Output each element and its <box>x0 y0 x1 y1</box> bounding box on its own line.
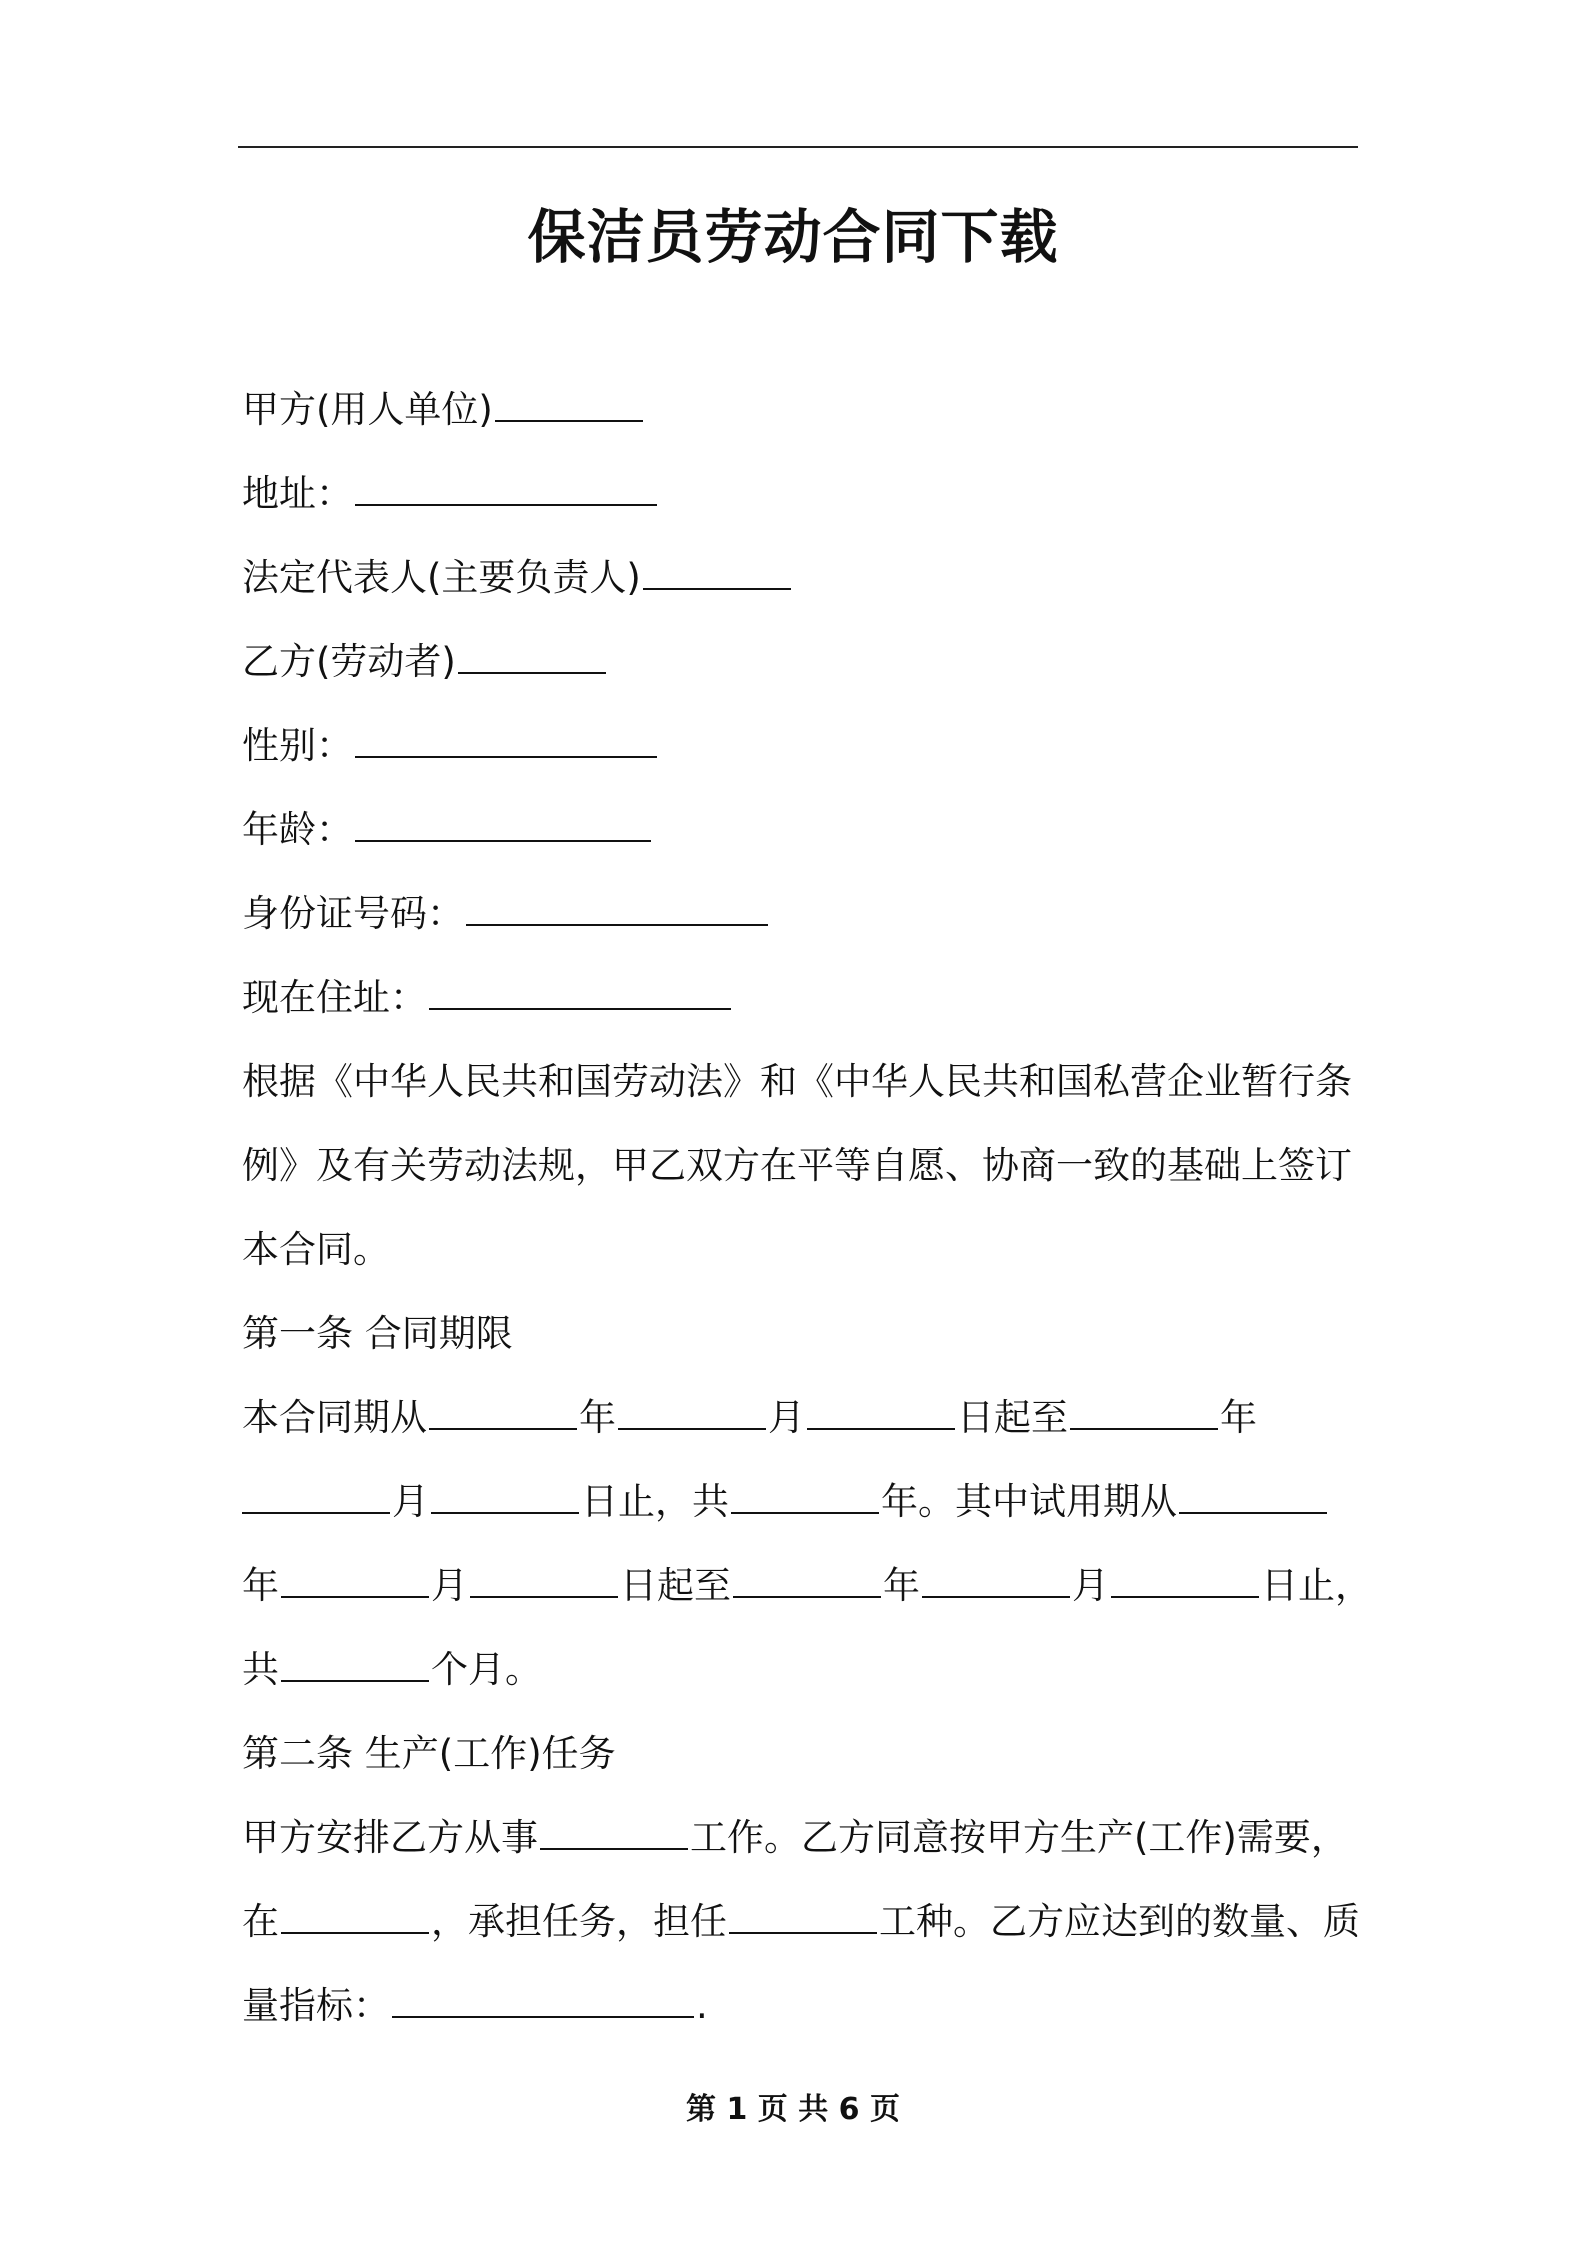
trial-start-day-blank[interactable] <box>470 1566 618 1598</box>
text: 日起至 <box>957 1396 1068 1439</box>
intro-line-2: 例》及有关劳动法规，甲乙双方在平等自愿、协商一致的基础上签订 <box>242 1144 1352 1187</box>
total-years-blank[interactable] <box>731 1482 879 1514</box>
trial-months-blank[interactable] <box>281 1650 429 1682</box>
current-address-blank[interactable] <box>429 978 731 1010</box>
gender-blank[interactable] <box>355 726 657 758</box>
id-number-blank[interactable] <box>466 894 768 926</box>
quality-metrics-blank[interactable] <box>392 1986 694 2018</box>
text: 本合同期从 <box>242 1396 427 1439</box>
text: 年 <box>579 1396 616 1439</box>
job-category-blank[interactable] <box>729 1902 877 1934</box>
party-a-line <box>242 368 1362 452</box>
current-address-label: 现在住址： <box>242 976 427 1019</box>
legal-rep-label: 法定代表人(主要负责人) <box>242 556 641 599</box>
article2-line-2 <box>242 1880 1362 1964</box>
trial-end-day-blank[interactable] <box>1111 1566 1259 1598</box>
legal-rep-blank[interactable] <box>643 558 791 590</box>
end-day-blank[interactable] <box>431 1482 579 1514</box>
text: 甲方安排乙方从事 <box>242 1816 538 1859</box>
article2-heading: 第二条 生产(工作)任务 <box>242 1732 616 1775</box>
text: ，承担任务，担任 <box>431 1900 727 1943</box>
end-year-blank[interactable] <box>1070 1398 1218 1430</box>
article1-heading: 第一条 合同期限 <box>242 1312 513 1355</box>
document-title: 保洁员劳动合同下载 <box>527 203 1059 271</box>
trial-start-month-blank[interactable] <box>281 1566 429 1598</box>
intro-line-3: 本合同。 <box>242 1228 390 1271</box>
text: 月 <box>768 1396 805 1439</box>
article2-line-3 <box>242 1964 1362 2048</box>
text: 共 <box>242 1648 279 1691</box>
text: 月 <box>431 1564 468 1607</box>
gender-line <box>242 704 1362 788</box>
text: 月 <box>392 1480 429 1523</box>
article1-line-3 <box>242 1544 1372 1628</box>
text: 量指标： <box>242 1984 390 2027</box>
text: . <box>696 1984 708 2027</box>
text: 工种。乙方应达到的数量、质 <box>879 1900 1360 1943</box>
address-label: 地址： <box>242 472 353 515</box>
article2-line-1 <box>242 1796 1362 1880</box>
text: 个月。 <box>431 1648 542 1691</box>
party-a-label: 甲方(用人单位) <box>242 388 493 431</box>
text: 年 <box>242 1564 279 1607</box>
age-blank[interactable] <box>355 810 651 842</box>
id-number-label: 身份证号码： <box>242 892 464 935</box>
start-month-blank[interactable] <box>618 1398 766 1430</box>
article1-line-2 <box>242 1460 1362 1544</box>
text: 日止， <box>1261 1564 1372 1607</box>
party-a-blank[interactable] <box>495 390 643 422</box>
gender-label: 性别： <box>242 724 353 767</box>
intro-line-1: 根据《中华人民共和国劳动法》和《中华人民共和国私营企业暂行条 <box>242 1060 1352 1103</box>
trial-start-year-blank[interactable] <box>1179 1482 1327 1514</box>
end-month-blank[interactable] <box>242 1482 390 1514</box>
party-b-label: 乙方(劳动者) <box>242 640 456 683</box>
current-address-line <box>242 956 1362 1040</box>
work-location-blank[interactable] <box>281 1902 429 1934</box>
text: 年 <box>883 1564 920 1607</box>
age-line <box>242 788 1362 872</box>
age-label: 年龄： <box>242 808 353 851</box>
text: 在 <box>242 1900 279 1943</box>
id-number-line <box>242 872 1362 956</box>
text: 月 <box>1072 1564 1109 1607</box>
document-body <box>242 368 1372 2048</box>
text: 工作。乙方同意按甲方生产(工作)需要， <box>690 1816 1348 1859</box>
article1-line-4 <box>242 1628 1362 1712</box>
text: 日起至 <box>620 1564 731 1607</box>
party-b-line <box>242 620 1362 704</box>
text: 日止，共 <box>581 1480 729 1523</box>
text: 年。其中试用期从 <box>881 1480 1177 1523</box>
party-b-blank[interactable] <box>458 642 606 674</box>
trial-end-month-blank[interactable] <box>922 1566 1070 1598</box>
text: 年 <box>1220 1396 1257 1439</box>
work-type-blank[interactable] <box>540 1818 688 1850</box>
header-rule <box>238 146 1358 148</box>
address-blank[interactable] <box>355 474 657 506</box>
trial-end-year-blank[interactable] <box>733 1566 881 1598</box>
legal-rep-line <box>242 536 1362 620</box>
address-line <box>242 452 1362 536</box>
start-day-blank[interactable] <box>807 1398 955 1430</box>
page-number: 第 1 页 共 6 页 <box>686 2092 900 2127</box>
article1-line-1 <box>242 1376 1362 1460</box>
start-year-blank[interactable] <box>429 1398 577 1430</box>
